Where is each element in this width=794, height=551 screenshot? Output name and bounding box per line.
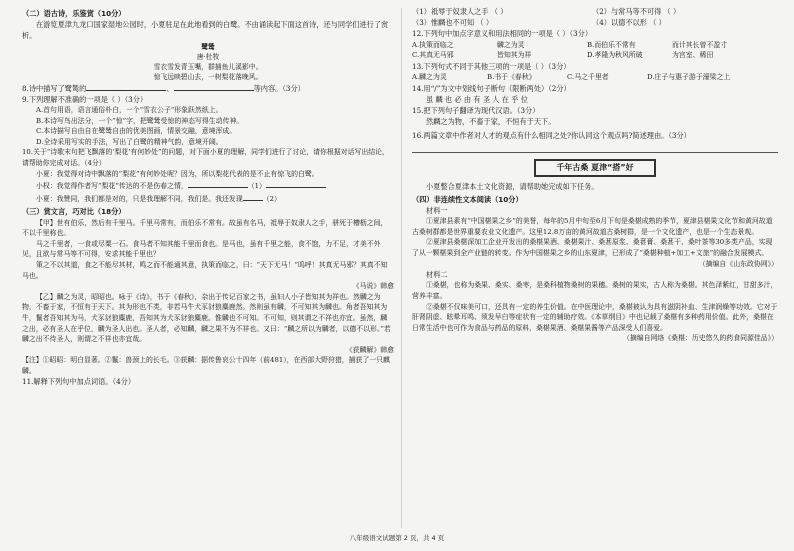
dialogue-text: 小夏：我觉得对诗中飘落的“梨花”有何妙处呢？因为 [36, 169, 195, 178]
material-1-source: （摘编自《山东政协网》） [698, 259, 778, 268]
option-13c: C.马之千里者 [567, 73, 609, 81]
question-13: 13.下列句式不同于其他三项的一项是（ ）（3分） [412, 61, 571, 71]
material-1-para-1: ①夏津县素有“中国椹果之乡”的美誉，每年的5月中旬至6月下旬是桑椹成熟的季节，夏津县椹果文化节和黄河故道古桑树群都是世界重要农业文化遗产。这里12.8万亩的黄河故道古桑树群，是一个文化遗产，也是一个生态景观。 [412, 217, 773, 236]
passage-jia-1: 【甲】世有伯乐，然后有千里马。千里马常有，而伯乐不常有。故虽有名马，祗辱于奴隶人之手，骈死于槽枥之间，不以千里称也。 [22, 218, 388, 238]
section-2-intro: 在游览夏津九龙口国家湿地公园时，小夏驻足在此地看到的白鹭。不由诵读起下面这首诗，还与同学们进行了赏析。 [22, 20, 389, 41]
poem-line-1: 雪衣雪发青玉嘴，群捕鱼儿溪影中。 [153, 62, 263, 71]
option-13b: B.书于《春秋》 [487, 73, 536, 81]
answer-blank[interactable] [188, 179, 248, 188]
option-9c: C.本诗描写自由自在鹭鸶自由的优美图画，情景交融，意境浑成。 [36, 127, 237, 136]
material-2-para-1: ①桑椹，也称为桑果、桑实、桑枣，是桑科植物桑树的果穗。桑树的果实，古人称为桑椹。其色泽紫红，甘甜多汁，营养丰富。 [412, 281, 778, 300]
poem-line-2: 惊飞远映碧山去，一树梨花落晚风。 [153, 72, 263, 81]
option-12c: C.其真无马邪 [412, 51, 454, 60]
poem-author: 唐·杜牧 [196, 52, 220, 61]
question-14-sentence: 虽 麟 也 必 由 有 圣 人 在 乎 位 [426, 94, 528, 104]
question-15-sentence: 然麟之为物，不畜于家，不恒有于天下。 [426, 117, 556, 127]
option-12d: D.孝隆为秋风所破 [587, 51, 643, 60]
left-column [22, 6, 394, 388]
q11-item-4: （4）以德不以形 （ ） [592, 18, 666, 28]
q13-options [412, 72, 778, 83]
dialogue-text: 。我还发现 [208, 194, 243, 203]
option-9a: A.首句用语，语言通俗朴白，一个“雪衣公子”形象跃然纸上。 [36, 106, 223, 115]
poem-title: 鹭鸶 [201, 42, 215, 51]
passage-yi: 【乙】麟之为灵，昭昭也。咏于《诗》，书于《春秋》，杂出于传记百家之书，虽妇人小子皆知其为祥也。然麟之为物，不畜于家，不恒有于天下。其为形也不类，非若马牛犬豕豺狼麋鹿然。然则虽有麟，不可知其为麟也。角者吾知其为牛，鬣者吾知其为马，犬豕豺狼麋鹿，吾知其为犬豕豺狼麋鹿。惟麟也不可知。不可知，则其谓之不祥也亦宜。虽然，麟之出，必有圣人在乎位，麟为圣人出也。圣人者，必知麟，麟之果不为不祥也。又曰：“麟之所以为麟者，以德不以形。”若麟之出不待圣人，则谓之不祥也亦宜哉。 [22, 292, 391, 344]
q11-row-1 [412, 6, 778, 17]
dialogue-text: 小夏：我赞同，我们都是对的，只是我理解不同，我们是 [36, 194, 209, 203]
material-1-label: 材料一 [426, 206, 448, 216]
right-column [412, 6, 778, 344]
question-15: 15.把下列句子翻译为现代汉语。（3分） [412, 106, 540, 115]
option-12b-pair: 而计其长曾不盈寸 [672, 40, 728, 49]
q12-row-2 [412, 50, 778, 61]
answer-blank[interactable] [86, 82, 166, 91]
question-9: 9.下列理解不准确的一项是（ ）（3分） [22, 94, 148, 104]
option-12a: A.执策而临之 [412, 40, 454, 49]
dialogue-text: 小权：我觉得作者写“梨花”传达的不是伤春之情， [36, 182, 188, 191]
blank-number: （2） [262, 194, 281, 203]
question-11: 11.解释下列句中加点词语。（4分） [22, 377, 136, 387]
page-footer: 八年级语文试题第 2 页，共 4 页 [349, 534, 445, 542]
passage-jia-source: 《马说》韩愈 [352, 282, 394, 291]
question-8-text: 8.诗中描写了鹭鸶的 [22, 83, 87, 93]
option-12b: B.而伯乐不常有 [587, 40, 636, 49]
q11-item-2: （2）与常马等不可得 （ ） [592, 7, 681, 16]
passage-jia-3: 策之不以其道，食之不能尽其材，鸣之而不能通其意，执策而临之，曰：“天下无马！”呜呼！其真无马邪？其真不知马也。 [22, 260, 388, 280]
section-rule [412, 152, 778, 153]
question-14: 14.用“/”为文中划线句子断句（限断两处）（2分） [412, 83, 571, 93]
q11-row-2 [412, 17, 778, 28]
column-divider [401, 8, 402, 528]
question-10: 10.关于“诗歌末句把飞飘落的‘梨花’有何妙处”的问题，对下面小夏的理解，同学们进行了讨论，请你根据对话写出结论，请帮助你完成对话。（4分） [22, 148, 389, 167]
material-2-source: （摘编自网络《桑椹：历史悠久的药食同源佳品》） [622, 334, 778, 343]
dialogue-text: ，所以梨花代表的是不止有惊飞的白鹭。 [194, 169, 319, 178]
material-2-label: 材料二 [426, 270, 448, 280]
option-13a: A.麟之为灵 [412, 73, 447, 81]
blank-number: （1） [247, 182, 266, 191]
answer-blank[interactable] [266, 179, 326, 188]
section-2-title: （二）语古诗，乐鉴赏（10分） [22, 9, 126, 18]
poem-block [22, 42, 394, 82]
dialogue-xiaoxia-1 [22, 169, 394, 180]
task-intro: 小夏整合夏津本土文化资源，请帮助她完成如下任务。 [426, 181, 599, 191]
dialogue-xiaoquan [22, 179, 394, 192]
material-2-para-2: ②桑椹不仅味美可口，还具有一定的养生价值。在中医理论中，桑椹被认为具有滋阴补血、生津润燥等功效。它对于肝肾阴虚、眩晕耳鸣、须发早白等症状有一定的辅助疗效。《本草纲目》中也记载了桑椹有多种药用价值。此外，桑椹在日常生活中也可作为食品与药品的原料，桑椹果酒、桑椹果酱等产品深受人们喜爱。 [412, 302, 778, 332]
material-1-para-2: ②夏津县桑椹深加工企业开发出的桑椹果酒、桑椹果汁、桑葚原浆、桑葚膏、桑葚干、桑叶茶等30多类产品，实现了从一颗椹果到全产业链的转变。作为中国椹果之乡的山东夏津，已形成了“桑椹种植+加工+文旅”的融合发展模式。 [412, 238, 773, 257]
section-3-title: （三）赏文言，巧对比（18分） [22, 207, 126, 217]
annotation-note: 【注】①昭昭：明白显著。②鬣：兽颈上的长毛。③获麟：据传鲁哀公十四年（前481），在西部大野狩猎，捕获了一只麒麟。 [22, 356, 391, 375]
option-9d: D.全诗采用写实的手法，写出了白鹭的精神气韵，意境开阔。 [36, 137, 223, 146]
q11-item-3: （3）惟麟也不可知 （ ） [412, 18, 494, 28]
option-12d-pair: 为宫室、稀田 [672, 51, 714, 60]
answer-blank[interactable] [243, 192, 263, 201]
option-12a-pair: 麟之为灵 [497, 40, 525, 49]
question-8-tail: 等内容。（3分） [253, 83, 305, 93]
answer-blank[interactable] [174, 82, 254, 91]
section-4-title: （四）非连续性文本阅读（10分） [412, 194, 523, 204]
passage-jia-2: 马之千里者，一食或尽粟一石。食马者不知其能千里而食也。是马也，虽有千里之能，食不饱，力不足，才美不外见，且欲与常马等不可得，安求其能千里也？ [22, 239, 381, 259]
option-12c-pair: 皆知其为祥 [497, 51, 532, 60]
question-12: 12.下列句中加点字意义和用法相同的一项是（ ）（3分） [412, 29, 593, 39]
option-9b: B.本诗写鸟出法分，一个“惊”字，把鹭鸶受惊的神态写得生动传神。 [36, 116, 244, 125]
q12-row-1 [412, 40, 778, 51]
dialogue-xiaoxia-2 [22, 192, 394, 205]
q11-item-1: （1）祗辱于奴隶人之手 （ ） [412, 7, 508, 16]
question-16: 16.两篇文章中作者对人才的观点有什么相同之处?你认同这个观点吗?简述理由。（3分） [412, 131, 691, 141]
question-8: 8.诗中描写了鹭鸶的 、 等内容。（3分） [22, 83, 305, 93]
option-13d: D.庄子与惠子游于濠梁之上 [647, 73, 731, 81]
section-banner: 千年古桑 夏津“搭”好 [534, 159, 656, 177]
passage-yi-source: 《获麟解》韩愈 [345, 345, 394, 354]
